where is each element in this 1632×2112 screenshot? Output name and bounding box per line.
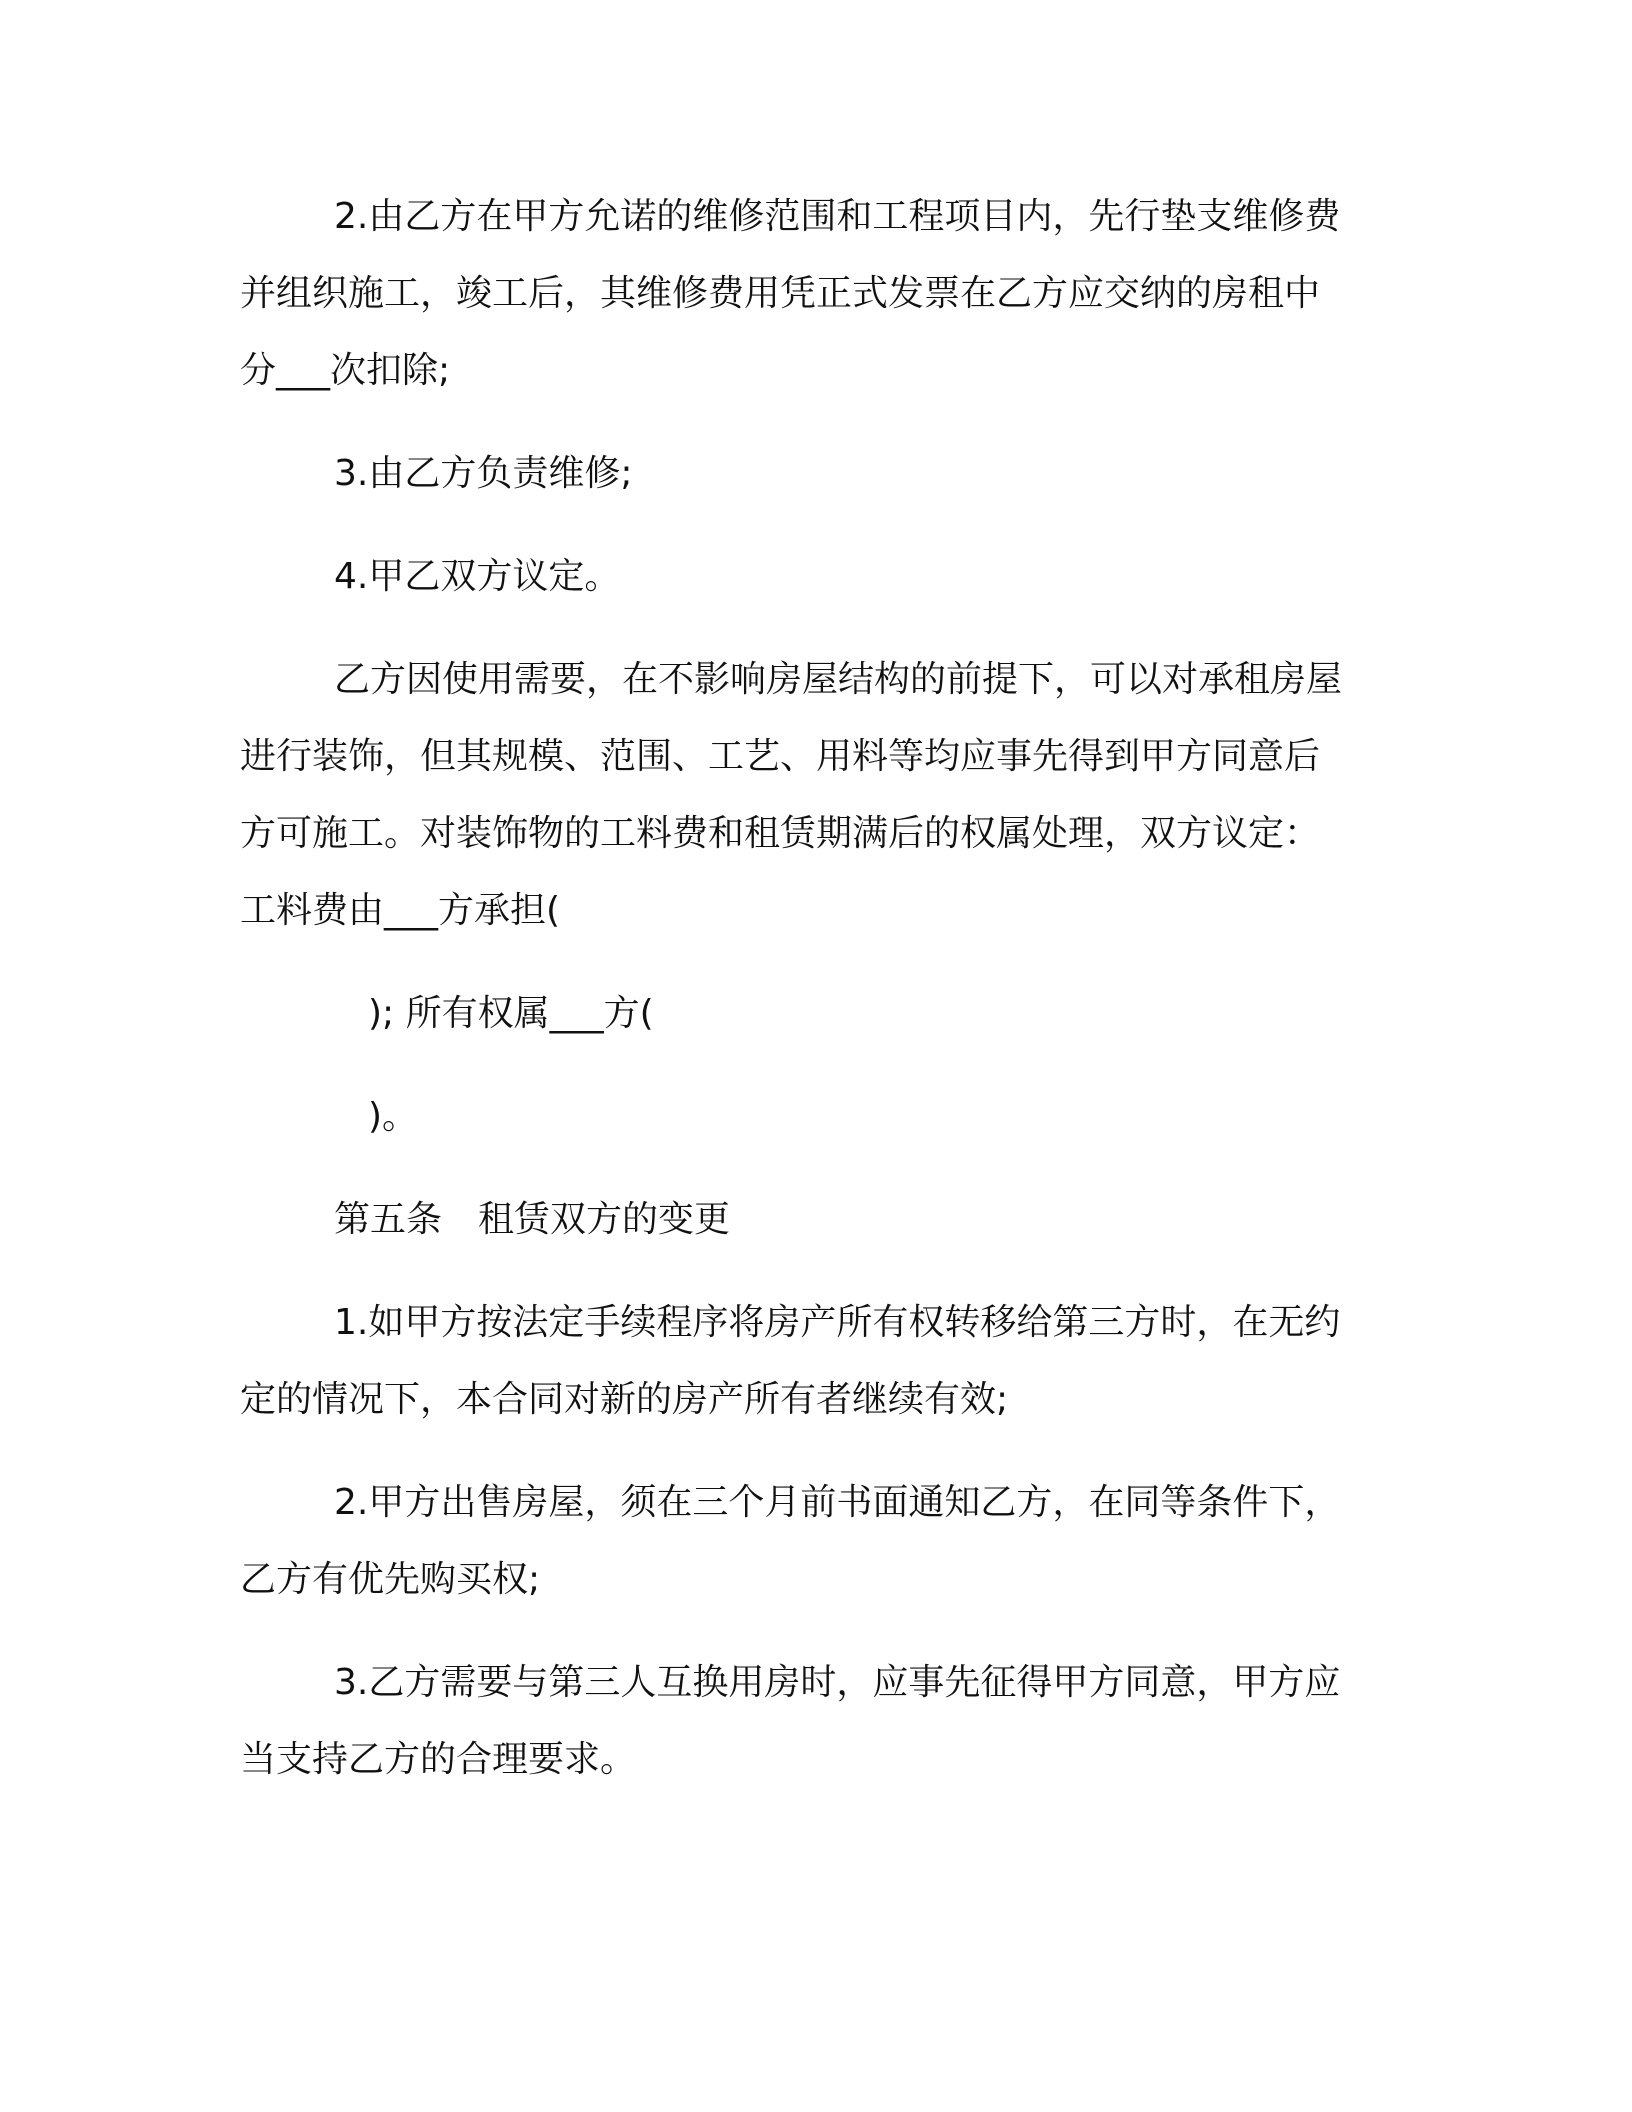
paragraph-line: 方可施工。对装饰物的工料费和租赁期满后的权属处理，双方议定： — [240, 813, 1321, 854]
paragraph-line: 当支持乙方的合理要求。 — [240, 1739, 637, 1780]
paragraph-line: 2.由乙方在甲方允诺的维修范围和工程项目内，先行垫支维修费 — [334, 196, 1341, 237]
paragraph-line: 并组织施工，竣工后，其维修费用凭正式发票在乙方应交纳的房租中 — [240, 273, 1321, 314]
paragraph-line: )。 — [368, 1096, 419, 1137]
paragraph-line: 2.甲方出售房屋，须在三个月前书面通知乙方，在同等条件下， — [334, 1482, 1341, 1523]
paragraph-line: 3.由乙方负责维修; — [334, 453, 633, 494]
paragraph-line: 3.乙方需要与第三人互换用房时，应事先征得甲方同意，甲方应 — [334, 1662, 1341, 1703]
paragraph-line: 1.如甲方按法定手续程序将房产所有权转移给第三方时，在无约 — [334, 1302, 1341, 1343]
paragraph-line: 乙方因使用需要，在不影响房屋结构的前提下，可以对承租房屋 — [334, 659, 1343, 700]
paragraph-line: 4.甲乙双方议定。 — [334, 556, 621, 597]
paragraph-line: 乙方有优先购买权; — [240, 1559, 541, 1600]
section-heading: 第五条 租赁双方的变更 — [334, 1199, 731, 1240]
paragraph-line: 进行装饰，但其规模、范围、工艺、用料等均应事先得到甲方同意后 — [240, 736, 1321, 777]
paragraph-line: 工料费由___方承担( — [240, 890, 561, 931]
paragraph-line: 定的情况下，本合同对新的房产所有者继续有效; — [240, 1379, 1009, 1420]
paragraph-line: 分___次扣除; — [240, 350, 451, 391]
paragraph-line: ); 所有权属___方( — [368, 993, 654, 1034]
